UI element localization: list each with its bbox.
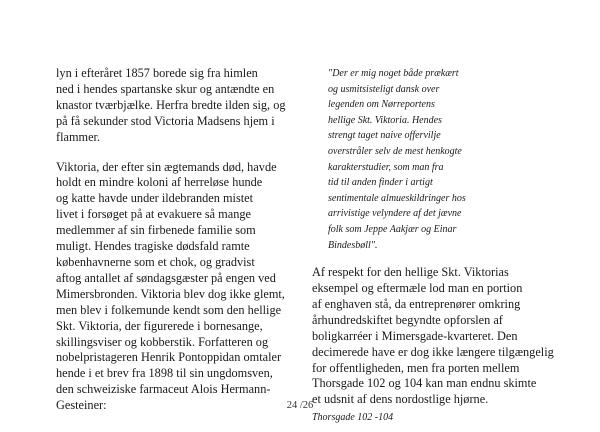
- text-line: et udsnit af dens nordostlige hjørne.: [312, 392, 489, 407]
- quote-line: arrivistige velyndere af det jævne: [328, 208, 462, 220]
- text-line: af enghaven stå, da entreprenører omkring: [312, 296, 521, 311]
- text-line: skillingsviser og kobberstik. Forfatteren og: [56, 334, 269, 349]
- text-line: decimerede have er dog ikke længere tilgængelig: [312, 344, 554, 359]
- text-line: københavnerne som et chok, og gradvist: [56, 254, 255, 269]
- paragraph-viktoria: [56, 160, 290, 415]
- paragraph-gap: [312, 253, 552, 265]
- text-line: holdt en mindre koloni af herreløse hunde: [56, 175, 263, 190]
- text-line: på få sekunder stod Victoria Madsens hjem i: [56, 113, 275, 128]
- text-line: knastor tværbjælke. Herfra bredte ilden sig, og: [56, 97, 286, 112]
- right-column: [312, 66, 552, 425]
- text-line: eksempel og eftermæle lod man en portion: [312, 281, 523, 296]
- text-line: århundredskiftet begyndte opforslen af: [312, 312, 503, 327]
- quote-line: karakterstudier, som man fra: [328, 161, 444, 173]
- text-line: ned i hendes spartanske skur og antændte en: [56, 81, 275, 96]
- left-column: [56, 66, 290, 414]
- text-line: Thorsgade 102 og 104 kan man endnu skimte: [312, 376, 537, 391]
- text-line: Viktoria, der efter sin ægtemands død, havde: [56, 159, 277, 174]
- text-line: nobelpristageren Henrik Pontoppidan omtaler: [56, 350, 282, 365]
- quote-line: legenden om Nørreportens: [328, 99, 435, 111]
- text-line: men blev i folkemunde kendt som den hellige: [56, 302, 282, 317]
- text-line: Skt. Viktoria, der figurerede i bornesange,: [56, 318, 263, 333]
- text-line: og katte havde under ildebranden mistet: [56, 191, 254, 206]
- quote-line: "Der er mig noget både prækært: [328, 68, 459, 79]
- paragraph-respect: [312, 265, 552, 408]
- paragraph-fire: [56, 66, 290, 146]
- text-line: Mimersbronden. Viktoria blev dog ikke glemt,: [56, 286, 285, 301]
- text-line: Gesteiner:: [56, 398, 107, 413]
- text-line: muligt. Hendes tragiske dødsfald ramte: [56, 239, 250, 254]
- pontoppidan-quote: [328, 66, 552, 253]
- quote-line: tid til anden finder i artigt: [328, 177, 433, 189]
- text-line: for offentligheden, men fra porten mellem: [312, 360, 520, 375]
- quote-line: folk som Jeppe Aakjær og Einar: [328, 223, 457, 235]
- text-line: flammer.: [56, 129, 101, 144]
- quote-line: og usmitsisteligt dansk over: [328, 83, 440, 95]
- text-line: lyn i efteråret 1857 borede sig fra himlen: [56, 66, 258, 80]
- text-line: medlemmer af sin firbenede familie som: [56, 223, 256, 238]
- quote-line: hellige Skt. Viktoria. Hendes: [328, 114, 442, 126]
- photo-caption: Thorsgade 102 -104: [312, 412, 394, 424]
- text-line: livet i forsøget på at evakuere så mange: [56, 207, 251, 222]
- text-line: Af respekt for den hellige Skt. Viktorias: [312, 265, 509, 280]
- text-line: hende i et brev fra 1898 til sin ungdomsven,: [56, 366, 273, 381]
- quote-line: Bindesbøll".: [328, 239, 378, 251]
- paragraph-gap: [56, 146, 290, 160]
- quote-line: overstråler selv de mest henkogte: [328, 145, 462, 157]
- page-number: 24 /26: [286, 400, 314, 411]
- quote-line: strengt taget naive offervilje: [328, 130, 441, 142]
- text-line: aftog antallet af søndagsgæster på engen ved: [56, 270, 276, 285]
- text-line: den schweiziske farmaceut Alois Hermann-: [56, 382, 271, 397]
- text-line: boligkarréer i Mimersgade-kvarteret. Den: [312, 328, 518, 343]
- quote-line: sentimentale almueskildringer hos: [328, 192, 466, 204]
